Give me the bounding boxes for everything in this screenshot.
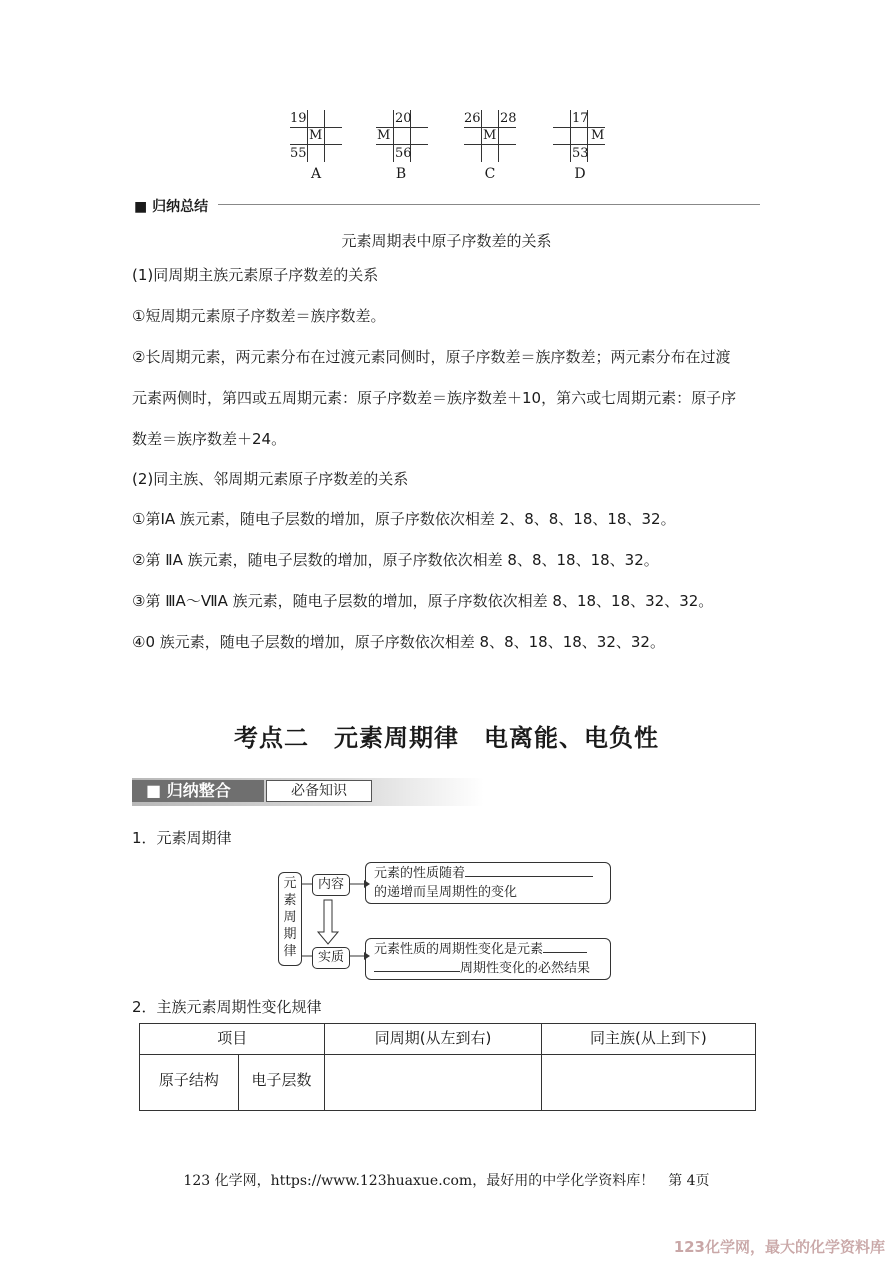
option-b-center: M (377, 128, 391, 143)
option-a-bottom-left: 55 (290, 146, 307, 161)
item1-heading: 1．元素周期律 (132, 829, 232, 847)
option-d-label: D (574, 166, 586, 182)
watermark: 123化学网，最大的化学资料库 (673, 1238, 885, 1256)
vertical-char: 期 (283, 927, 297, 942)
summary-line: 数差＝族序数差＋24。 (132, 430, 287, 448)
content-blank[interactable] (465, 876, 593, 877)
option-c-top-left: 26 (464, 111, 481, 126)
vertical-char: 周 (283, 910, 297, 925)
summary-line: (2)同主族、邻周期元素原子序数差的关系 (132, 470, 409, 488)
essence-blank-2[interactable] (374, 971, 460, 972)
table-header-cell: 同周期(从左到右) (325, 1024, 541, 1055)
summary-header: ■ 归纳总结 (134, 199, 209, 215)
vertical-char: 律 (283, 944, 297, 959)
content-text-a: 元素的性质随着 (374, 866, 466, 881)
table-row (140, 1055, 756, 1111)
essence-description-box (365, 938, 611, 980)
summary-line: ③第 ⅢA～ⅦA 族元素，随电子层数的增加，原子序数依次相差 8、18、18、32、32。 (132, 592, 714, 610)
summary-line: ②长周期元素，两元素分布在过渡元素同侧时，原子序数差＝族序数差；两元素分布在过渡 (132, 348, 731, 366)
table-header-row (140, 1024, 756, 1055)
option-d-bottom-right: 53 (572, 146, 589, 161)
periodic-law-vertical-box (278, 872, 302, 966)
summary-title: 元素周期表中原子序数差的关系 (341, 232, 552, 250)
essence-blank-1[interactable] (543, 952, 587, 953)
essence-text-b: 周期性变化的必然结果 (460, 961, 591, 976)
option-b-label: B (395, 166, 407, 182)
summary-line: ④0 族元素，随电子层数的增加，原子序数依次相差 8、8、18、18、32、32。 (132, 633, 665, 651)
summary-line: ②第 ⅡA 族元素，随电子层数的增加，原子序数依次相差 8、8、18、18、32。 (132, 551, 659, 569)
option-c-label: C (484, 166, 496, 182)
option-d-top-right: 17 (572, 111, 589, 126)
summary-line: 元素两侧时，第四或五周期元素：原子序数差＝族序数差＋10，第六或七周期元素：原子序 (132, 389, 737, 407)
vertical-char: 元 (283, 876, 297, 891)
option-b-top-right: 20 (395, 111, 412, 126)
option-b-bottom-right: 56 (395, 146, 412, 161)
vertical-char: 素 (283, 893, 297, 908)
banner-main-text: ■ 归纳整合 (146, 781, 231, 800)
content-box: 内容 (312, 874, 350, 896)
summary-line: ①短周期元素原子序数差＝族序数差。 (132, 307, 386, 325)
content-description-box (365, 862, 611, 904)
option-d-center: M (591, 128, 605, 143)
summary-header-rule (218, 204, 760, 205)
table-cell-answer[interactable] (325, 1055, 541, 1111)
banner-main-label (132, 780, 264, 802)
essence-text-a: 元素性质的周期性变化是元素 (374, 942, 544, 957)
essence-box: 实质 (312, 947, 350, 969)
page-footer: 123 化学网，https://www.123huaxue.com，最好用的中学化学资料库！ 第 4页 (183, 1173, 710, 1189)
option-c-center: M (483, 128, 497, 143)
option-c-top-right: 28 (500, 111, 517, 126)
table-cell: 原子结构 (140, 1055, 239, 1111)
content-text-b: 的递增而呈周期性的变化 (374, 885, 518, 900)
table-cell: 电子层数 (238, 1055, 325, 1111)
banner-sub-label: 必备知识 (266, 780, 372, 802)
option-a-center: M (309, 128, 323, 143)
option-a-top-left: 19 (290, 111, 307, 126)
periodic-trend-table (139, 1023, 756, 1111)
section-title: 考点二 元素周期律 电离能、电负性 (234, 723, 659, 752)
item2-heading: 2．主族元素周期性变化规律 (132, 998, 322, 1016)
table-cell-answer[interactable] (541, 1055, 755, 1111)
option-b-grid (376, 110, 440, 182)
option-d-grid (553, 110, 617, 182)
summary-line: ①第ⅠA 族元素，随电子层数的增加，原子序数依次相差 2、8、8、18、18、32。 (132, 510, 676, 528)
option-a-grid (290, 110, 354, 182)
option-c-grid (464, 110, 528, 182)
option-a-label: A (310, 166, 322, 182)
table-header-cell: 同主族(从上到下) (541, 1024, 755, 1055)
table-header-cell: 项目 (140, 1024, 325, 1055)
summary-line: (1)同周期主族元素原子序数差的关系 (132, 266, 379, 284)
